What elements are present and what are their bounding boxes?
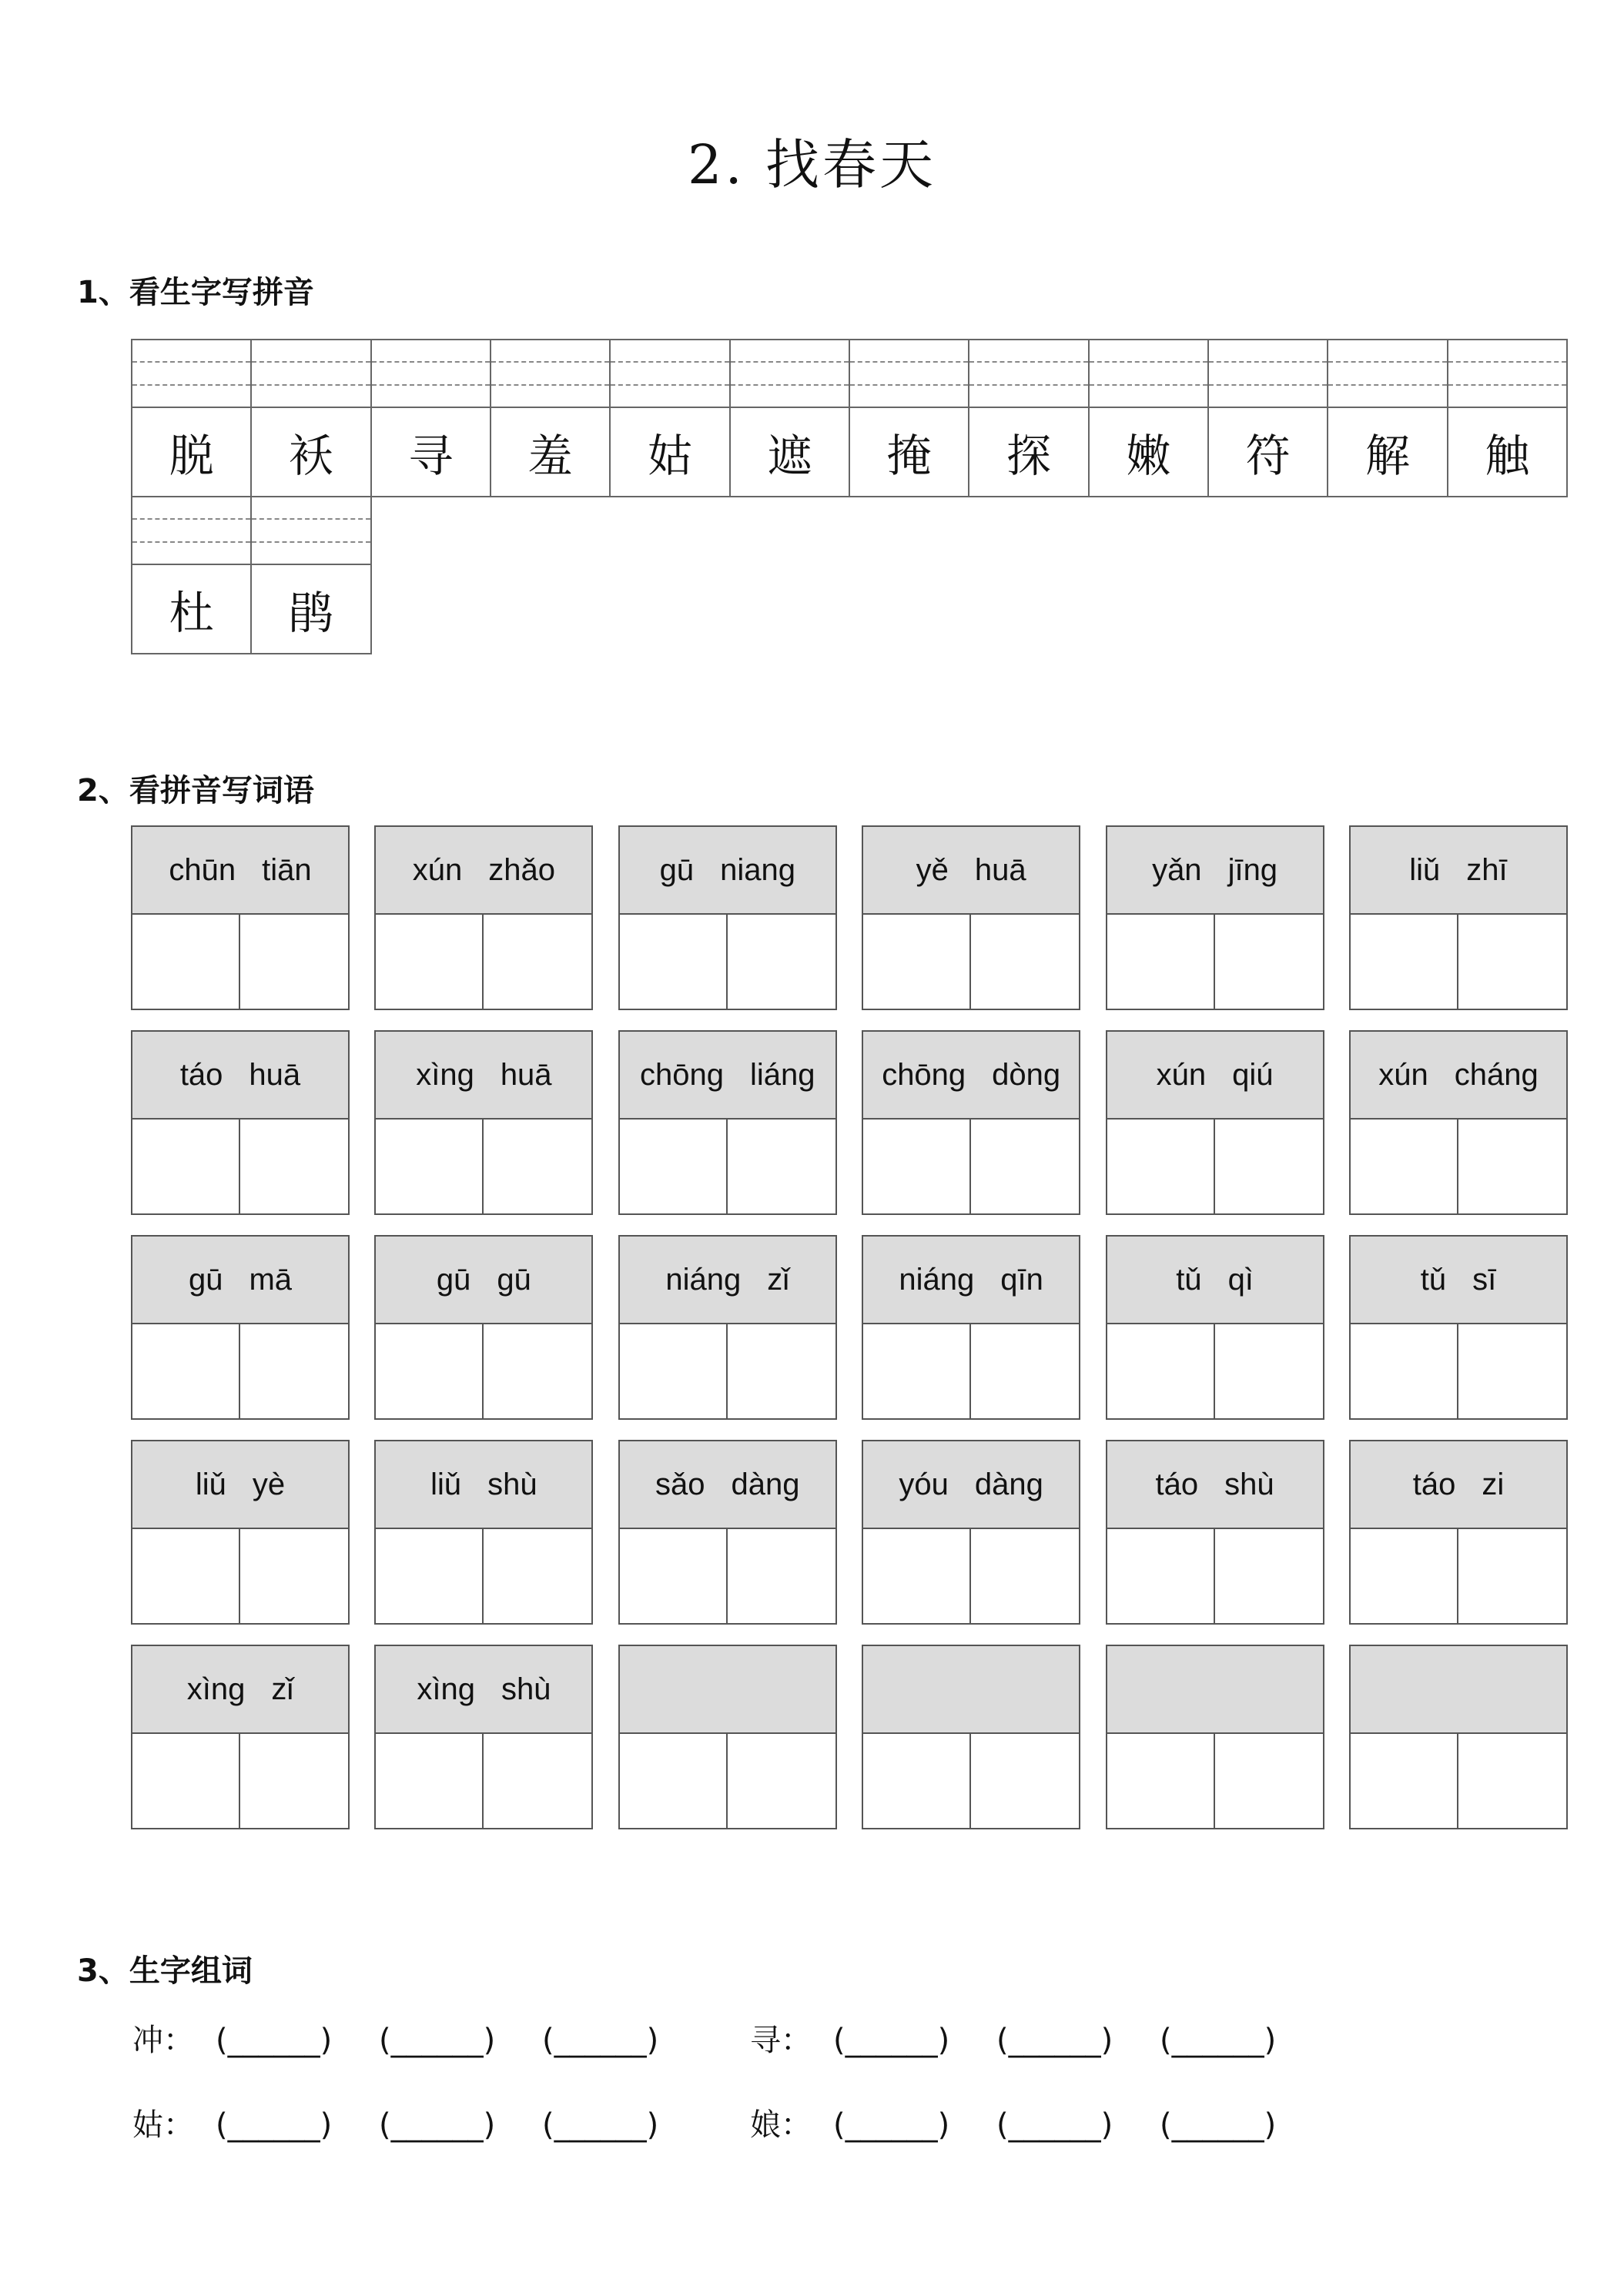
char-grid-row2 [131,496,372,654]
word-blank[interactable]: (______) [833,2107,950,2143]
word-blank[interactable]: (______) [1160,2107,1277,2143]
writing-box[interactable] [376,1120,484,1213]
word-blank[interactable]: (______) [379,2107,496,2143]
hanzi-character: 羞 [527,430,573,482]
word-card [374,1645,593,1829]
pinyin-header [1107,1237,1323,1324]
writing-box[interactable] [132,915,240,1009]
writing-boxes [132,1120,348,1213]
pinyin-syllable: niang [720,852,795,887]
pinyin-syllable: gū [497,1262,531,1297]
char-grid-row1 [131,339,1568,497]
char-cell [132,497,252,654]
writing-box[interactable] [240,1734,348,1828]
pinyin-header [132,827,348,915]
writing-box[interactable] [376,1529,484,1623]
writing-boxes [1107,1529,1323,1623]
writing-boxes [863,1529,1079,1623]
word-card [618,1235,837,1420]
writing-boxes [620,915,835,1009]
pinyin-writing-lines[interactable] [1448,340,1566,408]
pinyin-writing-lines[interactable] [969,340,1087,408]
writing-boxes [620,1529,835,1623]
writing-box[interactable] [620,1120,728,1213]
pinyin-syllable: qì [1227,1262,1254,1297]
writing-box[interactable] [240,915,348,1009]
hanzi-character: 鹃 [288,587,333,639]
writing-boxes [376,1734,591,1828]
writing-boxes [1107,1734,1323,1828]
word-card [618,1440,837,1625]
word-card [618,825,837,1010]
page-title: 2. 找春天 [687,133,937,196]
char-cell [372,340,491,497]
writing-box[interactable] [1107,1734,1215,1828]
writing-box[interactable] [1107,915,1215,1009]
writing-box[interactable] [1351,915,1458,1009]
writing-box[interactable] [484,1529,591,1623]
word-card [131,825,350,1010]
section-heading-3: 3、生字组词 [77,1953,253,1989]
writing-box[interactable] [728,1120,835,1213]
writing-box[interactable] [971,1324,1079,1418]
pinyin-syllable: liáng [750,1057,815,1092]
writing-boxes [132,1734,348,1828]
pinyin-header [1107,1441,1323,1529]
pinyin-writing-lines[interactable] [491,340,609,408]
writing-box[interactable] [484,915,591,1009]
word-card [1349,1440,1568,1625]
word-card [1349,1235,1568,1420]
hanzi-character: 嫩 [1126,430,1171,482]
pinyin-header [376,1646,591,1734]
pinyin-syllable: qīn [1000,1262,1043,1297]
word-grid [131,825,1568,1829]
writing-box[interactable] [1215,915,1323,1009]
writing-boxes [132,1324,348,1418]
word-group-row [132,2016,705,2060]
writing-boxes [1351,1529,1566,1623]
char-cell [969,340,1089,497]
pinyin-syllable: yě [916,852,949,887]
writing-box[interactable] [971,1120,1079,1213]
char-cell [252,340,371,497]
pinyin-syllable: tiān [262,852,312,887]
pinyin-syllable: shù [1224,1467,1274,1501]
writing-boxes [620,1120,835,1213]
pinyin-header [132,1441,348,1529]
hanzi-character: 袄 [288,430,333,482]
writing-boxes [1351,1120,1566,1213]
word-card [374,1440,593,1625]
pinyin-writing-lines[interactable] [611,340,728,408]
pinyin-syllable: tǔ [1176,1262,1202,1297]
word-group-row [750,2100,1323,2144]
writing-box[interactable] [1107,1529,1215,1623]
char-cell [731,340,850,497]
pinyin-header [1351,1237,1566,1324]
pinyin-syllable: gū [188,1262,223,1297]
writing-box[interactable] [620,1734,728,1828]
hanzi-character: 姑 [647,430,692,482]
word-card [1349,1030,1568,1215]
char-cell [491,340,611,497]
writing-box[interactable] [1215,1529,1323,1623]
hanzi-character: 寻 [408,430,454,482]
writing-box[interactable] [484,1120,591,1213]
pinyin-header [132,1237,348,1324]
writing-boxes [1351,1324,1566,1418]
char-cell [1328,340,1448,497]
pinyin-writing-lines[interactable] [1328,340,1446,408]
writing-box[interactable] [1458,1734,1566,1828]
pinyin-syllable: gū [659,852,695,887]
group-character: 娘： [750,2107,812,2143]
writing-box[interactable] [620,915,728,1009]
word-card [862,1645,1080,1829]
pinyin-syllable: qiú [1232,1057,1274,1092]
writing-box[interactable] [1458,915,1566,1009]
pinyin-header [376,827,591,915]
pinyin-syllable: zhī [1466,852,1508,887]
writing-box[interactable] [728,915,835,1009]
pinyin-syllable: sī [1472,1262,1497,1297]
pinyin-syllable: dàng [731,1467,800,1501]
writing-box[interactable] [1215,1734,1323,1828]
pinyin-header [620,1441,835,1529]
writing-boxes [1107,915,1323,1009]
writing-box[interactable] [240,1120,348,1213]
group-character: 姑： [132,2107,194,2143]
writing-box[interactable] [132,1529,240,1623]
word-card [374,1235,593,1420]
word-card [1106,1645,1324,1829]
writing-boxes [863,915,1079,1009]
pinyin-header [376,1032,591,1120]
hanzi-character: 探 [1006,430,1051,482]
word-card [1106,1440,1324,1625]
word-card [1349,825,1568,1010]
pinyin-syllable: xún [1378,1057,1428,1092]
pinyin-header [863,1237,1079,1324]
word-card [1106,1030,1324,1215]
writing-box[interactable] [863,1529,971,1623]
pinyin-writing-lines[interactable] [731,340,849,408]
writing-box[interactable] [1458,1120,1566,1213]
word-blank[interactable]: (______) [216,2023,333,2058]
pinyin-syllable: huā [974,852,1026,887]
hanzi-character: 掩 [886,430,932,482]
pinyin-syllable: yè [252,1467,286,1501]
char-cell [1448,340,1568,497]
writing-box[interactable] [1351,1734,1458,1828]
word-blank[interactable]: (______) [542,2107,659,2143]
writing-boxes [376,1529,591,1623]
writing-box[interactable] [484,1324,591,1418]
writing-box[interactable] [1215,1120,1323,1213]
pinyin-header [132,1646,348,1734]
pinyin-syllable: chūn [169,852,236,887]
writing-boxes [1107,1324,1323,1418]
writing-box[interactable] [863,1324,971,1418]
pinyin-syllable: niáng [665,1262,742,1297]
pinyin-syllable: sǎo [655,1467,705,1501]
pinyin-writing-lines[interactable] [252,497,370,565]
pinyin-header [376,1237,591,1324]
writing-box[interactable] [728,1529,835,1623]
writing-box[interactable] [1107,1120,1215,1213]
hanzi-character: 符 [1245,430,1291,482]
hanzi-character: 杜 [169,587,214,639]
pinyin-header [1351,1646,1566,1734]
writing-boxes [863,1120,1079,1213]
pinyin-header [863,1032,1079,1120]
pinyin-syllable: xìng [417,1672,475,1706]
writing-box[interactable] [620,1324,728,1418]
writing-boxes [132,915,348,1009]
word-card [1106,825,1324,1010]
writing-box[interactable] [971,1734,1079,1828]
char-cell [1090,340,1209,497]
hanzi-character: 解 [1364,430,1410,482]
word-card [374,825,593,1010]
writing-boxes [620,1734,835,1828]
pinyin-syllable: gū [436,1262,471,1297]
writing-boxes [376,915,591,1009]
writing-boxes [620,1324,835,1418]
section-heading-1: 1、看生字写拼音 [77,275,314,310]
pinyin-syllable: huā [500,1057,552,1092]
pinyin-syllable: huā [249,1057,301,1092]
writing-box[interactable] [1351,1529,1458,1623]
word-card [862,1440,1080,1625]
writing-box[interactable] [132,1734,240,1828]
pinyin-writing-lines[interactable] [1209,340,1327,408]
hanzi-character: 遮 [767,430,812,482]
pinyin-header [1351,1032,1566,1120]
writing-box[interactable] [132,1324,240,1418]
writing-boxes [1107,1120,1323,1213]
pinyin-writing-lines[interactable] [850,340,968,408]
writing-boxes [376,1120,591,1213]
char-cell [132,340,252,497]
writing-box[interactable] [376,1734,484,1828]
pinyin-writing-lines[interactable] [1090,340,1207,408]
word-blank[interactable]: (______) [216,2107,333,2143]
pinyin-syllable: shù [487,1467,537,1501]
pinyin-writing-lines[interactable] [372,340,490,408]
pinyin-writing-lines[interactable] [132,497,250,565]
writing-box[interactable] [620,1529,728,1623]
pinyin-header [1351,1441,1566,1529]
pinyin-header [863,1646,1079,1734]
word-card [618,1645,837,1829]
pinyin-syllable: zǐ [271,1672,294,1706]
writing-box[interactable] [484,1734,591,1828]
writing-box[interactable] [971,915,1079,1009]
writing-box[interactable] [376,915,484,1009]
pinyin-header [1351,827,1566,915]
pinyin-syllable: táo [179,1057,223,1092]
writing-box[interactable] [132,1120,240,1213]
writing-box[interactable] [240,1529,348,1623]
pinyin-syllable: yǎn [1152,852,1202,887]
pinyin-syllable: xún [1156,1057,1207,1092]
writing-boxes [1351,1734,1566,1828]
pinyin-header [620,1646,835,1734]
word-card [618,1030,837,1215]
writing-box[interactable] [1107,1324,1215,1418]
section-heading-2: 2、看拼音写词语 [77,773,314,808]
pinyin-syllable: xún [412,852,463,887]
pinyin-syllable: tǔ [1420,1262,1447,1297]
pinyin-syllable: dàng [974,1467,1043,1501]
pinyin-syllable: táo [1155,1467,1199,1501]
word-card [131,1645,350,1829]
pinyin-syllable: yóu [899,1467,949,1501]
pinyin-syllable: cháng [1454,1057,1539,1092]
pinyin-syllable: zǐ [767,1262,790,1297]
pinyin-syllable: shù [501,1672,551,1706]
pinyin-writing-lines[interactable] [132,340,250,408]
writing-box[interactable] [1458,1529,1566,1623]
group-character: 冲： [132,2023,194,2058]
pinyin-syllable: chōng [640,1057,725,1092]
word-card [131,1440,350,1625]
pinyin-syllable: táo [1412,1467,1456,1501]
writing-box[interactable] [1351,1120,1458,1213]
pinyin-syllable: zi [1482,1467,1505,1501]
writing-boxes [132,1529,348,1623]
pinyin-syllable: mā [249,1262,293,1297]
writing-box[interactable] [971,1529,1079,1623]
char-cell [252,497,371,654]
pinyin-header [376,1441,591,1529]
word-group-row [750,2016,1323,2060]
word-card [131,1030,350,1215]
word-card [862,1235,1080,1420]
pinyin-syllable: niáng [899,1262,975,1297]
char-cell [850,340,969,497]
pinyin-syllable: liǔ [195,1467,226,1501]
pinyin-syllable: xìng [416,1057,474,1092]
word-blank[interactable]: (______) [542,2023,659,2058]
writing-box[interactable] [1351,1324,1458,1418]
pinyin-header [863,1441,1079,1529]
pinyin-syllable: liǔ [430,1467,462,1501]
writing-boxes [863,1324,1079,1418]
word-blank[interactable]: (______) [996,2023,1113,2058]
pinyin-syllable: jīng [1227,852,1278,887]
char-cell [1209,340,1328,497]
pinyin-syllable: chōng [882,1057,966,1092]
word-card [1349,1645,1568,1829]
pinyin-syllable: liǔ [1409,852,1441,887]
word-card [374,1030,593,1215]
word-card [1106,1235,1324,1420]
pinyin-syllable: xìng [186,1672,246,1706]
pinyin-syllable: zhǎo [488,852,556,887]
writing-box[interactable] [863,915,971,1009]
writing-box[interactable] [728,1324,835,1418]
writing-box[interactable] [376,1324,484,1418]
pinyin-header [1107,827,1323,915]
writing-box[interactable] [863,1734,971,1828]
pinyin-syllable: dòng [992,1057,1061,1092]
writing-box[interactable] [240,1324,348,1418]
writing-boxes [1351,915,1566,1009]
word-group-row [132,2100,705,2144]
pinyin-header [1107,1646,1323,1734]
writing-boxes [863,1734,1079,1828]
pinyin-writing-lines[interactable] [252,340,370,408]
word-blank[interactable]: (______) [379,2023,496,2058]
word-blank[interactable]: (______) [1160,2023,1277,2058]
writing-boxes [376,1324,591,1418]
word-card [131,1235,350,1420]
pinyin-header [620,1237,835,1324]
group-character: 寻： [750,2023,812,2058]
pinyin-header [620,827,835,915]
writing-box[interactable] [1215,1324,1323,1418]
writing-box[interactable] [728,1734,835,1828]
word-card [862,825,1080,1010]
char-cell [611,340,730,497]
pinyin-header [1107,1032,1323,1120]
word-blank[interactable]: (______) [996,2107,1113,2143]
pinyin-header [863,827,1079,915]
word-card [862,1030,1080,1215]
writing-box[interactable] [863,1120,971,1213]
hanzi-character: 触 [1485,430,1530,482]
word-blank[interactable]: (______) [833,2023,950,2058]
pinyin-header [132,1032,348,1120]
pinyin-header [620,1032,835,1120]
writing-box[interactable] [1458,1324,1566,1418]
hanzi-character: 脱 [169,430,214,482]
